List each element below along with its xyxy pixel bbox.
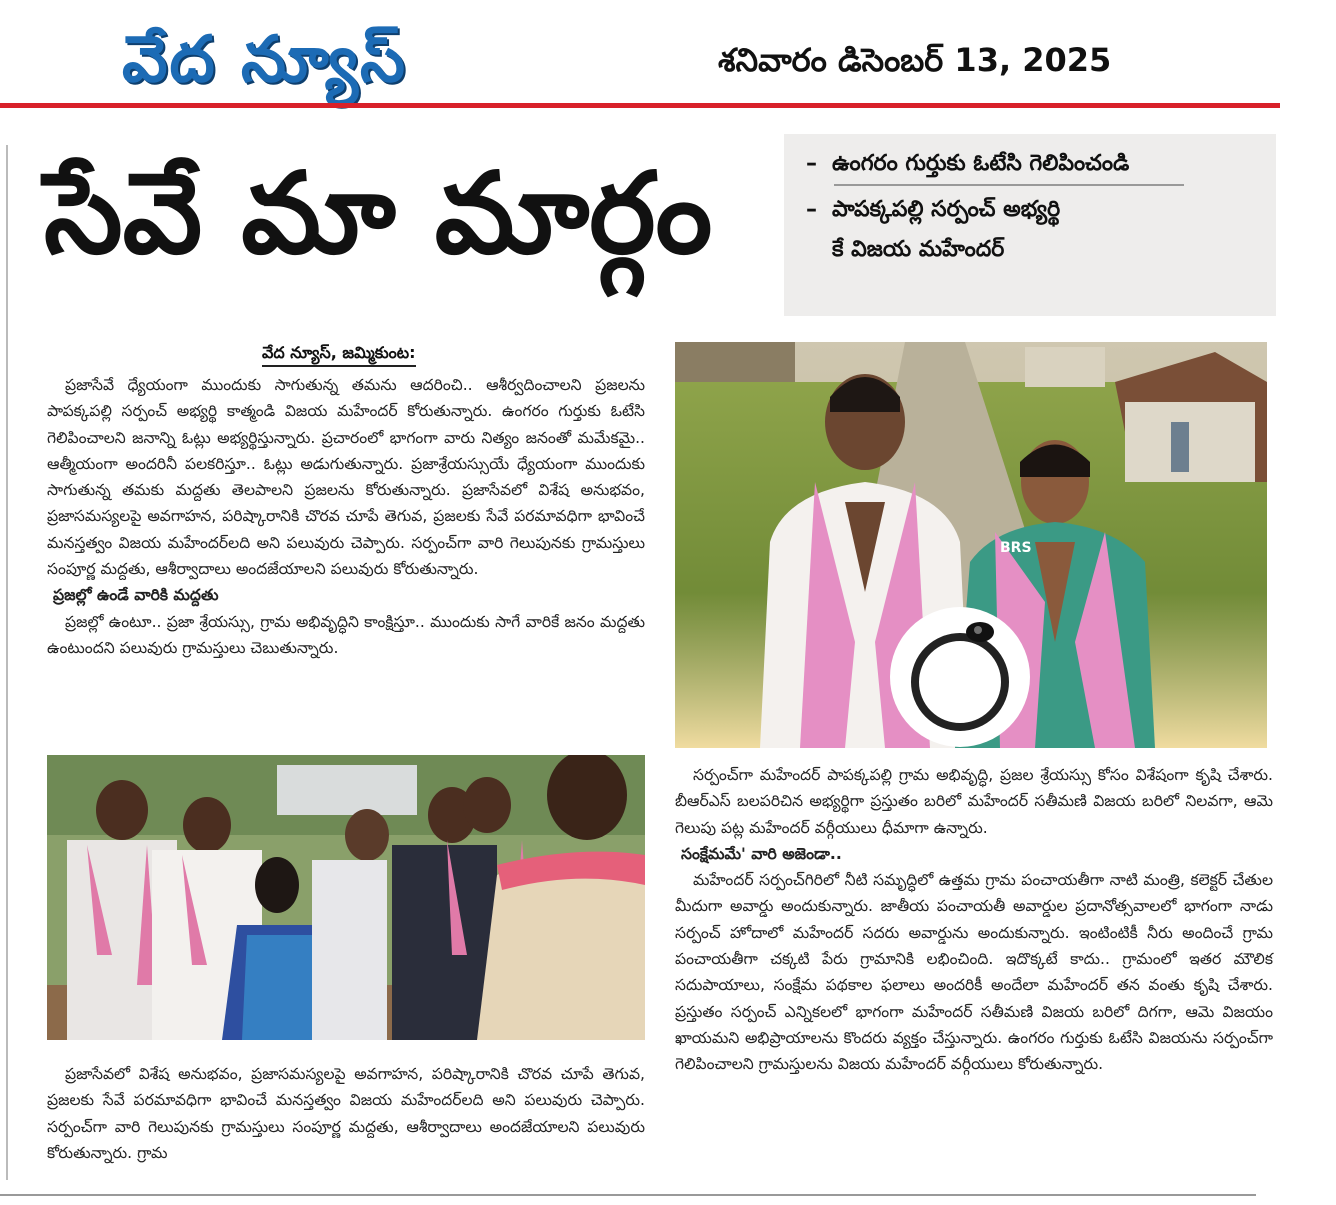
article-paragraph: ప్రజాసేవే ధ్యేయంగా ముందుకు సాగుతున్న తమను ఆదరించి.. ఆశీర్వదించాలని ప్రజలను పాపక్కపల్లి సర్పంచ్ అభ్యర్థి కాత్మండి విజయ మహేందర్ కోరుతున్నారు. ఉంగరం గుర్తుకు ఓటేసి గెలిపించాలని జనాన్ని ఓట్లు అభ్యర్థిస్తున్నారు. ప్రచారంలో భాగంగా వారు నిత్యం జనంతో మమేకమై.. ఆత్మీయంగా అందరినీ పలకరిస్తూ.. ఓట్లు అడుగుతున్నారు. ప్రజాశ్రేయస్సుయే ధ్యేయంగా ముందుకు సాగుతున్న తమకు మద్దతు తెలపాలని ప్రజలను కోరుతున్నారు. ప్రజాసేవలో విశేష అనుభవం, ప్రజాసమస్యలపై అవగాహన, పరిష్కారానికి చొరవ చూపే తెగువ, ప్రజలకు సేవే పరమావధిగా భావించే మనస్తత్వం విజయ మహేందర్‌లది అని పలువురు చెప్పారు. సర్పంచ్‌గా వారి గెలుపునకు గ్రామస్తులు సంపూర్ణ మద్దతు, ఆశీర్వాదాలు అందజేయాలని పలువురు కోరుతున్నారు. xyxy=(47,376,645,579)
article-paragraph: ప్రజాసేవలో విశేష అనుభవం, ప్రజాసమస్యలపై అవగాహన, పరిష్కారానికి చొరవ చూపే తెగువ, ప్రజలకు సేవే పరమావధిగా భావించే మనస్తత్వం విజయ మహేందర్‌లది అని పలువురు చెప్పారు. సర్పంచ్‌గా వారి గెలుపునకు గ్రామస్తులు సంపూర్ణ మద్దతు, ఆశీర్వాదాలు అందజేయాలని పలువురు కోరుతున్నారు. గ్రామ xyxy=(47,1065,645,1162)
highlight-item: – ఉంగరం గుర్తుకు ఓటేసి గెలిపించండి xyxy=(806,151,1130,176)
newspaper-logo: వేద న్యూస్ xyxy=(122,23,407,97)
masthead-divider xyxy=(0,103,1280,108)
article-paragraph: సర్పంచ్‌గా మహేందర్ పాపక్కపల్లి గ్రామ అభివృద్ధి, ప్రజల శ్రేయస్సు కోసం విశేషంగా కృషి చేశారు. బీఆర్ఎస్ బలపరిచిన అభ్యర్థిగా ప్రస్తుతం బరిలో మహేందర్ సతీమణి విజయ బరిలో నిలవగా, ఆమె గెలుపు పట్ల మహేందర్ వర్గీయులు ధీమాగా ఉన్నారు. xyxy=(675,766,1273,837)
candidates-photo xyxy=(675,342,1267,748)
campaign-crowd-photo xyxy=(47,755,645,1040)
article-paragraph: మహేందర్ సర్పంచ్‌గిరిలో నీటి సమృద్ధిలో ఉత్తమ గ్రామ పంచాయతీగా నాటి మంత్రి, కలెక్టర్ చేతుల మీదుగా అవార్డు అందుకున్నారు. జాతీయ పంచాయతీ అవార్డుల ప్రదానోత్సవాలలో భాగంగా నాడు సర్పంచ్ హోదాలో మహేందర్ సదరు అవార్డును అందుకున్నారు. ఇంటింటికీ నీరు అందించే గ్రామ పంచాయతీగా చక్కటి పేరు గ్రామానికి లభించింది. ఇదొక్కటే కాదు.. గ్రామంలో ఇతర మౌలిక సదుపాయాలు, సంక్షేమ పథకాల ఫలాలు అందరికీ అందేలా మహేందర్ తన వంతు కృషి చేశారు. ప్రస్తుతం సర్పంచ్ ఎన్నికలలో భాగంగా మహేందర్ సతీమణి విజయ బరిలో దిగగా, ఆమె విజయం ఖాయమని అభిప్రాయాలను కొందరు వ్యక్తం చేస్తున్నారు. ఉంగరం గుర్తుకు ఓటేసి విజయను సర్పంచ్‌గా గెలిపించాలని గ్రామస్తులను విజయ మహేందర్ వర్గీయులు కోరుతున్నారు. xyxy=(675,871,1273,1074)
page-bottom-rule xyxy=(0,1194,1256,1196)
highlight-item: – పాపక్కపల్లి సర్పంచ్ అభ్యర్థి xyxy=(806,197,1061,222)
highlight-item: కే విజయ మహేందర్ xyxy=(832,237,1005,262)
issue-date: శనివారం డిసెంబర్ 13, 2025 xyxy=(718,41,1112,79)
highlights-box xyxy=(784,134,1276,316)
article-subhead: సంక్షేమమే' వారి అజెండా.. xyxy=(681,844,842,863)
left-column-rule xyxy=(6,145,8,1180)
article-paragraph: ప్రజల్లో ఉంటూ.. ప్రజా శ్రేయస్సు, గ్రామ అభివృద్ధిని కాంక్షిస్తూ.. ముందుకు సాగే వారికే జనం మద్దతు ఉంటుందని పలువురు గ్రామస్తులు చెబుతున్నారు. xyxy=(47,612,645,657)
scarf-text: BRS xyxy=(1000,540,1032,556)
highlight-divider xyxy=(834,184,1184,186)
article-right xyxy=(675,762,1273,1078)
article-left-top xyxy=(47,372,645,661)
article-left-bottom xyxy=(47,1061,645,1166)
page-headline: సేవే మా మార్గం xyxy=(44,149,713,279)
dateline: వేద న్యూస్, జమ్మికుంట: xyxy=(262,343,416,367)
article-subhead: ప్రజల్లో ఉండే వారికి మద్దతు xyxy=(53,586,219,605)
